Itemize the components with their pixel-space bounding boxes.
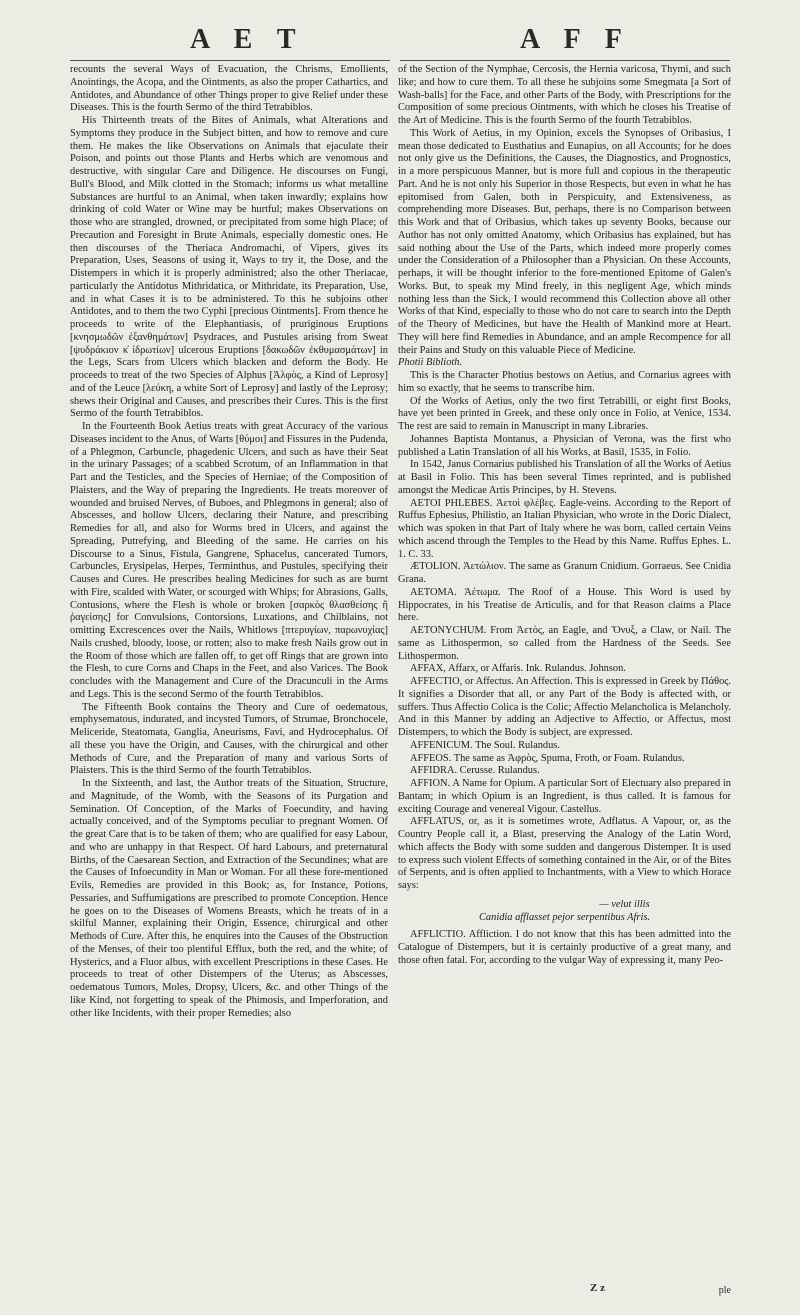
verse-quote xyxy=(398,899,731,925)
paragraph: Of the Works of Aetius, only the two first Tetrabilli, or eight first Books, have yet been printed in Greek, and these only once in Folio, at Venice, 1534. The rest are said to remain in Manuscript in many Libraries. xyxy=(398,395,731,432)
paragraph: The Fifteenth Book contains the Theory and Cure of oedematous, emphysematous, indurated, and incysted Tumors, of Strumae, Bronchocele, Meliceride, Steatomata, Ganglia, Aneurisms, Favi, and Hydrocephalus. Of all these you have the Origin, and Causes, with the chirurgical and other Methods of Cure, and the Preparation of many and various Sorts of Plaisters. This is the third Sermo of the fourth Tetrabiblos. xyxy=(70,701,388,777)
dictionary-entry xyxy=(398,753,731,766)
entry-body: The Soul. Rulandus. xyxy=(475,739,560,751)
entry-term: AFFECTIO, xyxy=(410,676,463,687)
dictionary-entry xyxy=(398,740,731,753)
entry-body: From Ἀετὸς, an Eagle, and Ὄνυξ, a Claw, or Nail. The same as Lithospermon, so called from the Hardness of the Seeds. See Lithospermon. xyxy=(398,625,731,662)
running-head-right: A F F xyxy=(520,24,631,55)
entry-body: Affliction. I do not know that this has been admitted into the Catalogue of Distempers, but it is certainly productive of a great many, and those often fatal. For, according to the vulgar Way of expressing it, many Peo- xyxy=(398,929,731,966)
running-head-left: A E T xyxy=(190,24,305,55)
entry-body: or Affectus. An Affection. This is expressed in Greek by Πάθος. It signifies a Disorder that all, or any Part of the Body is affected with, or suffers. Thus Affectio Colica is the Colic; Affectio Melancholica is Melancholy. And in this Manner by adding an Adjective to Affectio, or Affectus, most Distempers, to which the Body is subject, are expressed. xyxy=(398,676,731,738)
entry-body: The same as Ἀφρὸς, Spuma, Froth, or Foam. Rulandus. xyxy=(453,752,685,764)
entry-term: ÆTOLION. xyxy=(410,561,461,573)
dictionary-entry xyxy=(398,778,731,816)
entry-body: or, as it is sometimes wrote, Adflatus. A Vapour, or, as the Country People call it, a Blast, preserving the Analogy of the Latin Word, which affects the Body with some sudden and dangerous Distemper. It is used to express such violent Effects of something contained in the Air, or of the Bites of Serpents, and is often applied to Inchantments, with a View to which Horace says: xyxy=(398,816,731,891)
entry-term: AFFEOS. xyxy=(410,752,452,764)
dictionary-entry xyxy=(398,765,731,778)
entry-term: AFFAX, xyxy=(410,663,446,675)
verse-line: Canidia afflasset pejor serpentibus Afris. xyxy=(479,911,650,923)
entry-term: AETONYCHUM. xyxy=(410,625,487,636)
paragraph: of the Section of the Nymphae, Cercosis, the Hernia varicosa, Thymi, and such like; and how to cure them. To all these he subjoins some Smegmata [a Sort of Wash-balls] for the Face, and other Parts of the Body, with Prescriptions for the Composition of some precious Ointments, with which he closes his Treatise of the Art of Medicine. This is the fourth Sermo of the fourth Tetrabiblos. xyxy=(398,64,731,126)
entry-body: A Name for Opium. A particular Sort of Electuary also prepared in Bantam; in which Opium is an Ingredient, is thus called. It is famous for exciting Courage and venereal Vigour. Castellus. xyxy=(398,778,732,815)
paragraph: His Thirteenth treats of the Bites of Animals, what Alterations and Symptoms they produce in the Subject bitten, and how to remove and cure them. He makes the like Observations on Animals that ejaculate their Poison, and points out those Plants and Herbs which are venomous and destructive, with singular Care and Diligence. He discourses on Fungi, Bull's Blood, and Milk clotted in the Stomach; informs us what metalline Substances are hurtful to an Animal, when taken inwardly; explains how drinking of cold Water or Wine may be hurtful; makes Observations on those who are strangled, drowned, or precipitated from some high Place; of Precaution and Foresight in Brute Animals, especially domestic ones. He then discourses of the Theriaca Andromachi, of Vipers, gives its Preparation, Uses, Seasons of using it, Ways to try it, the Dose, and the Distempers in which it is properly administred; also the other Theriacae, particularly the Antidotus Mithridatica, or Mithridate, its Preparation, Use, and in what Cases it is to be administered. To this he subjoins other Antidotes, and to them the two Cyphi [precious Ointments]. From thence he proceeds to write of the Elephantiasis, of pruriginous Eruptions [κνησμωδῶν ἐξανθημάτων] Psydraces, and Pustules arising from Sweat [ψυδράκιον κ̓ ἱδρωτίων] ulcerous Eruptions [δακωδῶν ἐκθυμασμάτων] in the Legs, Scars from Ulcers which blacken and deform the Body. He proceeds to treat of the two Species of Alphus [Ἀλφὸς, a Kind of Leprosy] and of the Leuce [λεύκη, a white Sort of Leprosy] and lastly of the Leprosy; shews their Original and Causes, and prescribes their Cures. This is the first Sermo of the fourth Tetrabiblos. xyxy=(70,115,388,420)
entry-body: Cerusse. Rulandus. xyxy=(459,765,540,777)
entry-body: Ἀέτωμα. The Roof of a House. This Word is used by Hippocrates, in his Treatise de Articulis, and for that Reason claims a Place here. xyxy=(398,586,731,624)
header-rule-right xyxy=(400,60,730,61)
right-column xyxy=(398,64,731,968)
catchword: ple xyxy=(718,1285,731,1296)
dictionary-entry xyxy=(398,816,731,893)
paragraph: This is the Character Photius bestows on Aetius, and Cornarius agrees with him so exactly, that he seems to transcribe him. xyxy=(398,370,731,394)
signature-mark: Z z xyxy=(590,1282,605,1294)
paragraph: recounts the several Ways of Evacuation, the Chrisms, Emollients, Anointings, the Acopa, and the Ointments, as also the proper Cathartics, and Antidotes, and Abundance of other Things proper to give Relief under these Diseases. This is the fourth Sermo of the third Tetrabiblos. xyxy=(70,64,388,114)
paragraph: In 1542, Janus Cornarius published his Translation of all the Works of Aetius at Basil in Folio. This has been several Times reprinted, and is published amongst the Medicae Artis Principes, by H. Stevens. xyxy=(398,459,731,496)
header-rule-left xyxy=(70,60,390,61)
paragraph: This Work of Aetius, in my Opinion, excels the Synopses of Oribasius, I mean those dedicated to Eusthatius and Eunapius, on all Accounts; for he does not only give us the Definitions, the Causes, the Diagnostics, and Prognostics, in a more perspicuous Manner, but is more full and copious in the therapeutic Part. And he is not only his Superior in those Respects, but even in what he has epitomised from Galen, both in Perspicuity, and Extensiveness, as comprehending more Diseases. But, perhaps, there is no Comparison between this Work and that of Oribasius, which takes up seventy Books, because our Author has not only omitted Anatomy, which Oribasius has explained, but has said nothing about the Use of the Parts, which indeed more properly comes under the Consideration of a Philosopher than a Physician. On these Accounts, perhaps, it will be thought inferior to the fore-mentioned Epitome of Galen's Works. But, to speak my Mind freely, in this negligent Age, which minds nothing less than the Sick, I would recommend this Collection above all other Works of that Kind, especially to those who do not care to search into the Depth of the Theory of Medicines, but have the Health of Mankind more at Heart. They will here find Remedies in Abundance, and an ample Recompence for all their Pains and Study on this valuable Piece of Medicine. xyxy=(398,127,731,356)
paragraph: Johannes Baptista Montanus, a Physician of Verona, was the first who published a Latin Translation of all his Works, at Basil, 1535, in Folio. xyxy=(398,433,731,458)
dictionary-entry xyxy=(398,625,731,663)
entry-term: AETOMA. xyxy=(410,586,457,598)
citation: Photii Biblioth. xyxy=(398,357,463,369)
dictionary-entry xyxy=(398,676,731,740)
entry-body: Ἀετοὶ φλέβες. Eagle-veins. According to the Report of Ruffus Ephesius, Philistio, an Italian Physician, who wrote in the Doric Dialect, which was spoken in that Part of Italy where he was born, called certain Veins which ascend through the Temples to the Head by this Name. Ruffus Ephes. L. 1. C. 33. xyxy=(398,497,732,560)
entry-term: AFFION. xyxy=(410,778,451,789)
dictionary-entry xyxy=(398,663,731,676)
left-column xyxy=(70,64,388,1020)
verse-line: — velut illis xyxy=(599,898,650,910)
dictionary-entry xyxy=(398,561,731,587)
entry-term: AFFIDRA. xyxy=(410,765,458,777)
entry-term: AFFENICUM. xyxy=(410,739,473,751)
entry-term: AFFLICTIO. xyxy=(410,929,466,941)
dictionary-entry xyxy=(398,929,731,967)
dictionary-entry xyxy=(398,498,731,562)
paragraph: In the Fourteenth Book Aetius treats with great Accuracy of the various Diseases incident to the Anus, of Warts [θύμοι] and Fissures in the Pudenda, of a Phlegmon, Carbuncle, phagedenic Ulcers, and such as have their Seat in the urinary Passages; of a scabbed Scrotum, of an Inflammation in that Part and the Testicles, and the Species of Herniae; of the Composition of Plaisters, and the Way of preparing the Ingredients. He treats moreover of wounded and bruised Nerves, of Buboes, and Phlegmons in general; also of Abscesses, and hollow Ulcers, declaring their Nature, and prescribing Remedies for all, and also for Worms bred in Ulcers, and against the Spreading, Putrefying, and Bleeding of the same. He carries on his Discourse to a Sinus, Fistula, Gangrene, Sphacelus, cancerated Tumors, Carbuncles, Erysipelas, Herpes, Terminthus, and Pustules, specifying their Causes and Cures. He prescribes healing Medicines for such as are burnt with Fire, scalded with Water, or scourged with Whips; for Abrasions, Galls, Contusions, where the Flesh is whole or broken [σαρκὸς θλασθείσης ἢ ῥαγείσης] for Convulsions, Contorsions, Luxations, and Chilblains, not omitting Excrescences over the Nails, Whitlows [πτερυγίων, παρωνυχίας] Nails crushed, bloody, loose, or rotten; also to make fresh Nails grow out in the Room of those which are fallen off, to get off Rings that are grown into the Flesh, to cure Corns and Chaps in the Feet, and also Varices. The Book concludes with the Management and Cure of the Dracunculi in the Arms and Legs. This is the second Sermo of the fourth Tetrabiblos. xyxy=(70,421,388,700)
entry-term: AFFLATUS, xyxy=(410,816,464,828)
entry-term: AETOI PHLEBES. xyxy=(410,497,493,509)
dictionary-entry xyxy=(398,587,731,625)
paragraph: In the Sixteenth, and last, the Author treats of the Situation, Structure, and Magnitude, of the Womb, with the Seasons of its Purgation and Semination. Of Conception, of the Marks of Foecundity, and having actually conceived, and of the Symptoms peculiar to pregnant Women. Of the great Care that is to be taken of them; who are qualified for easy Labour, and who are unhappy in that Respect. Of hard Labours, and preternatural Births, of the Caesarean Section, and Extraction of the Secundines; what are the Causes of Infoecundity in Man or Woman. For all these fore-mentioned Evils, Remedies are provided in this Book; as, for Instance, Potions, Pessaries, and Suffumigations are prescribed to promote Conception. Hence he goes on to the Diseases of Womens Breasts, which he treats of in a skilful Manner, explaining their Origin, Essence, chirurgical and other Methods of Cure. After this, he enquires into the Causes of the Obstruction of the Menses, of their too plentiful Efflux, both the red, and the white; of Hysterics, and a Fluor albus, with excellent Prescriptions in these Cases. He proceeds to treat of other Distempers of the Uterus; as Abscesses, oedematous Tumors, Moles, Dropsy, Ulcers, &c. and other Things of the like Kind, not forgetting to speak of the Phimosis, and Imperforation, and other like Incidents, with their proper Remedies; also xyxy=(70,778,388,1019)
entry-body: Affarx, or Affaris. Ink. Rulandus. Johnson. xyxy=(447,663,626,675)
entry-body: Ἀετώλιον. The same as Granum Cnidium. Gorraeus. See Cnidia Grana. xyxy=(398,561,731,585)
